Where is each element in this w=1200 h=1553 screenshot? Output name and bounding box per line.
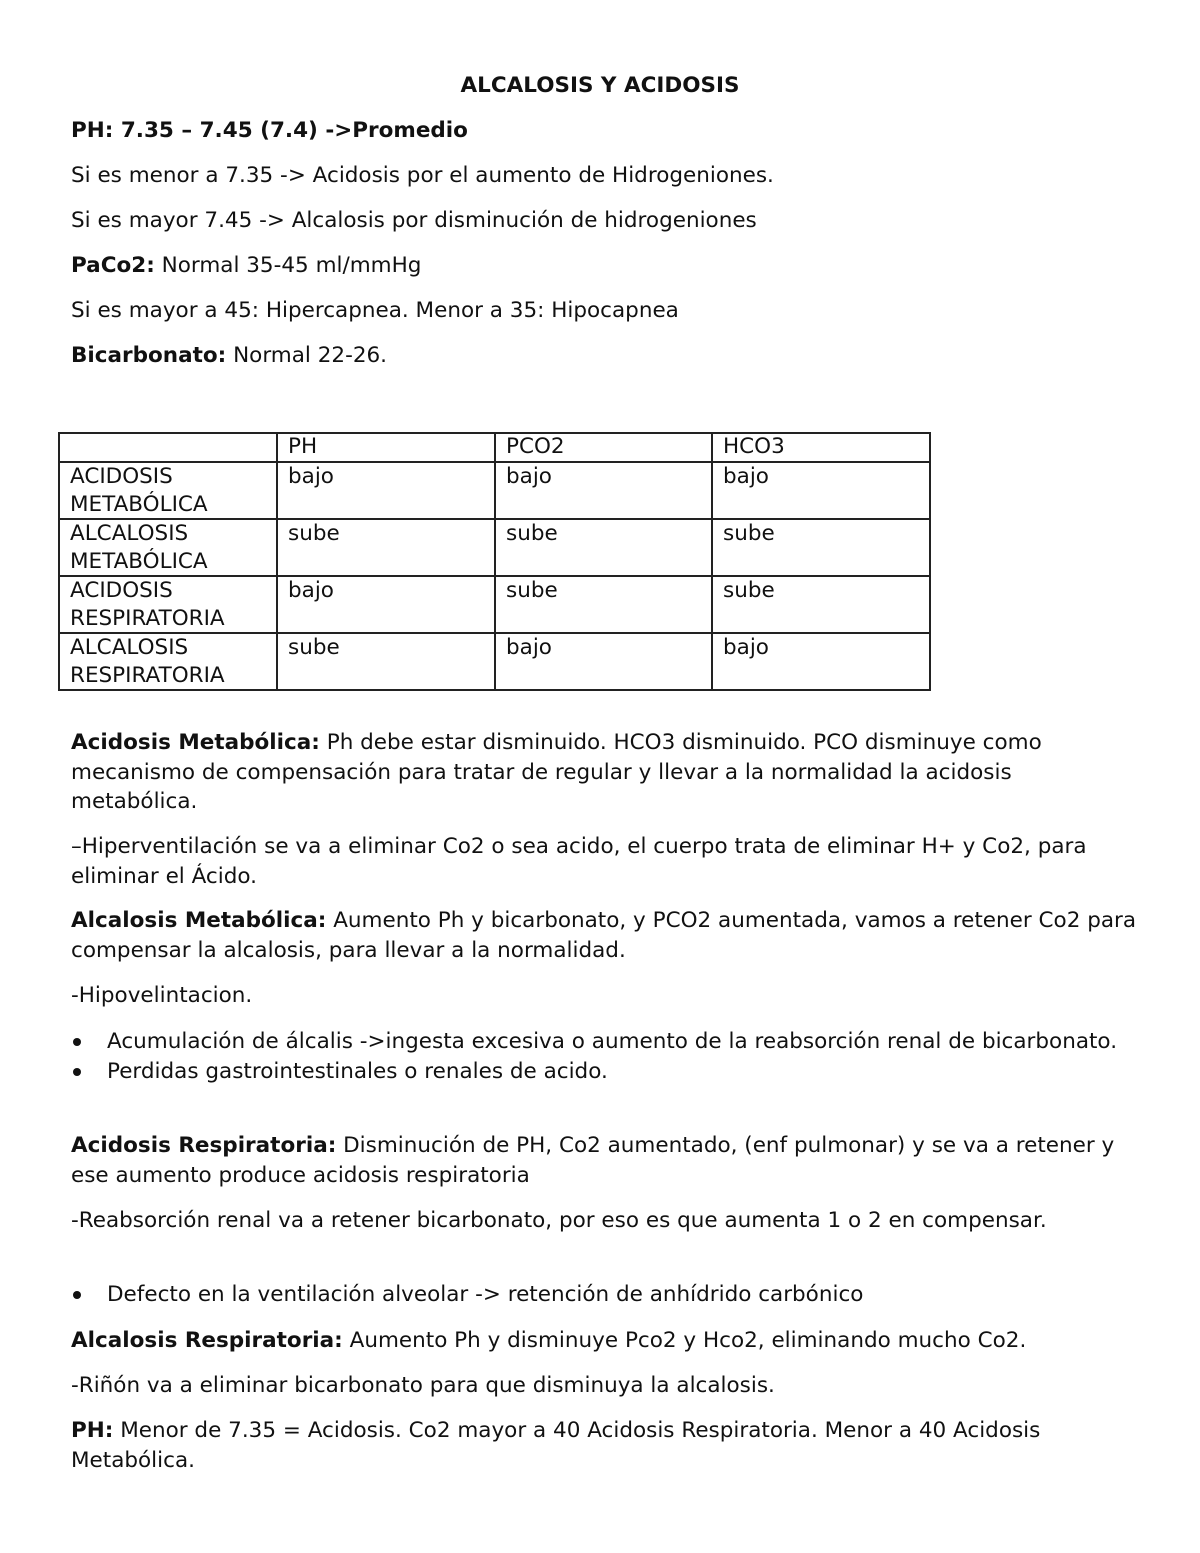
acid-base-table xyxy=(58,432,931,691)
table-cell: ALCALOSIS RESPIRATORIA xyxy=(59,633,277,690)
bicarbonato-label: Bicarbonato: xyxy=(71,343,227,368)
hipovelintacion-line: -Hipovelintacion. xyxy=(71,983,253,1008)
table-cell: ALCALOSIS METABÓLICA xyxy=(59,519,277,576)
acidosis-respiratoria-paragraph xyxy=(71,1131,1139,1190)
alcalosis-respiratoria-text: Aumento Ph y disminuye Pco2 y Hco2, eliminando mucho Co2. xyxy=(342,1328,1027,1353)
bullet-icon xyxy=(73,1068,81,1076)
acidosis-metabolica-text: Ph debe estar disminuido. HCO3 disminuido. PCO disminuye como mecanismo de compensación para tratar de regular y llevar a la normalidad la acidosis metabólica. xyxy=(71,730,1042,814)
ph-final-paragraph xyxy=(71,1416,1139,1475)
reabsorcion-paragraph: -Reabsorción renal va a retener bicarbonato, por eso es que aumenta 1 o 2 en compensar. xyxy=(71,1208,1047,1233)
alcalosis-threshold-line: Si es mayor 7.45 -> Alcalosis por disminución de hidrogeniones xyxy=(71,208,757,233)
paco2-label: PaCo2: xyxy=(71,253,155,278)
list-item-text: Defecto en la ventilación alveolar -> retención de anhídrido carbónico xyxy=(107,1282,864,1307)
paco2-line xyxy=(71,251,421,281)
rinon-line: -Riñón va a eliminar bicarbonato para que disminuya la alcalosis. xyxy=(71,1373,775,1398)
table-row xyxy=(59,633,930,690)
table-header-row xyxy=(59,433,930,462)
table-cell: sube xyxy=(712,519,930,576)
table-cell: sube xyxy=(277,519,495,576)
alcalosis-metabolica-label: Alcalosis Metabólica: xyxy=(71,908,327,933)
alcalosis-respiratoria-paragraph xyxy=(71,1326,1139,1356)
bullet-icon xyxy=(73,1038,81,1046)
document-title: ALCALOSIS Y ACIDOSIS xyxy=(460,73,740,98)
capnea-line: Si es mayor a 45: Hipercapnea. Menor a 35: Hipocapnea xyxy=(71,298,679,323)
alcalosis-causes-list xyxy=(71,1027,1139,1086)
table-cell: sube xyxy=(277,633,495,690)
acidosis-respiratoria-label: Acidosis Respiratoria: xyxy=(71,1133,337,1158)
table-cell: bajo xyxy=(712,633,930,690)
alcalosis-metabolica-text: Aumento Ph y bicarbonato, y PCO2 aumentada, vamos a retener Co2 para compensar la alcalosis, para llevar a la normalidad. xyxy=(71,908,1137,963)
list-item xyxy=(71,1280,1139,1310)
list-item xyxy=(71,1027,1139,1057)
hiperventilacion-paragraph: –Hiperventilación se va a eliminar Co2 o sea acido, el cuerpo trata de eliminar H+ y Co2, para eliminar el Ácido. xyxy=(71,834,1087,889)
bicarbonato-text: Normal 22-26. xyxy=(226,343,388,368)
table-cell: sube xyxy=(495,576,712,633)
table-row xyxy=(59,462,930,519)
table-cell: bajo xyxy=(277,576,495,633)
paco2-text: Normal 35-45 ml/mmHg xyxy=(154,253,422,278)
alcalosis-respiratoria-label: Alcalosis Respiratoria: xyxy=(71,1328,343,1353)
bicarbonato-line xyxy=(71,341,387,371)
list-item-text: Perdidas gastrointestinales o renales de acido. xyxy=(107,1058,608,1084)
ph-final-text: Menor de 7.35 = Acidosis. Co2 mayor a 40 Acidosis Respiratoria. Menor a 40 Acidosis Metabólica. xyxy=(71,1418,1041,1473)
alcalosis-metabolica-paragraph xyxy=(71,906,1139,965)
ph-range-line: PH: 7.35 – 7.45 (7.4) ->Promedio xyxy=(71,118,468,143)
acidosis-threshold-line: Si es menor a 7.35 -> Acidosis por el aumento de Hidrogeniones. xyxy=(71,163,774,188)
table-cell: bajo xyxy=(277,462,495,519)
table-cell: bajo xyxy=(712,462,930,519)
bullet-icon xyxy=(73,1291,81,1299)
table-header-cell: PCO2 xyxy=(495,433,712,462)
table-row xyxy=(59,519,930,576)
table-header-cell: HCO3 xyxy=(712,433,930,462)
acidosis-causes-list xyxy=(71,1280,1139,1310)
table-cell: ACIDOSIS RESPIRATORIA xyxy=(59,576,277,633)
table-cell: bajo xyxy=(495,633,712,690)
table-cell: ACIDOSIS METABÓLICA xyxy=(59,462,277,519)
ph-final-label: PH: xyxy=(71,1418,114,1443)
list-item xyxy=(71,1057,1139,1087)
table-header-cell: PH xyxy=(277,433,495,462)
table-cell: sube xyxy=(495,519,712,576)
acidosis-metabolica-paragraph xyxy=(71,728,1139,817)
table-row xyxy=(59,576,930,633)
acidosis-respiratoria-text: Disminución de PH, Co2 aumentado, (enf pulmonar) y se va a retener y ese aumento produce acidosis respiratoria xyxy=(71,1133,1115,1188)
table-header-cell xyxy=(59,433,277,462)
table-cell: sube xyxy=(712,576,930,633)
acidosis-metabolica-label: Acidosis Metabólica: xyxy=(71,730,320,755)
table-cell: bajo xyxy=(495,462,712,519)
list-item-text: Acumulación de álcalis ->ingesta excesiva o aumento de la reabsorción renal de bicarbonato. xyxy=(107,1029,1118,1054)
